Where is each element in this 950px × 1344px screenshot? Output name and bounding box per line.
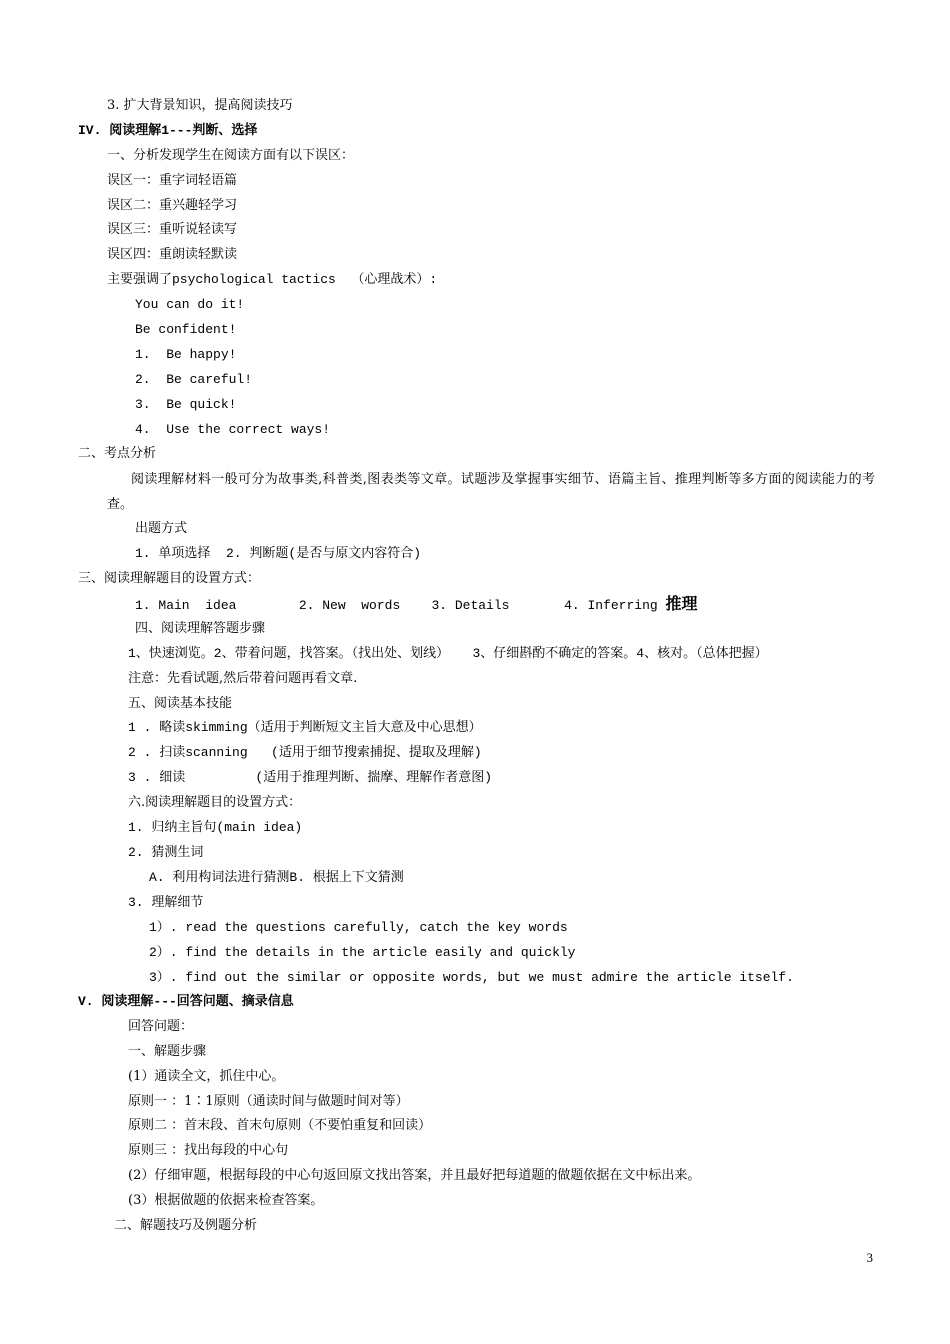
subsection-heading: 六.阅读理解题目的设置方式： [128,795,302,810]
subsection-heading: 一、解题步骤 [128,1044,207,1059]
text-line: 3. 扩大背景知识，提高阅读技巧 [107,98,293,113]
list-item: 3）. find out the similar or opposite words, but we must admire the article itself. [149,970,794,985]
text-line: 注意：先看试题,然后带着问题再看文章. [128,671,358,686]
subsection-heading: 三、阅读理解题目的设置方式： [78,571,261,586]
paragraph: 阅读理解材料一般可分为故事类,科普类,图表类等文章。试题涉及掌握事实细节、语篇主旨、推理判断等多方面的阅读能力的考查。 [107,472,875,512]
list-item: 2）. find the details in the article easily and quickly [149,945,576,960]
text-line: 回答问题： [128,1019,194,1034]
page-number: 3 [866,1250,873,1265]
text-line: You can do it! [135,297,245,312]
list-item: 2. Be careful! [135,372,253,387]
text-line: 1、快速浏览。2、带着问题，找答案。（找出处、划线） 3、仔细斟酌不确定的答案。4、核对。（总体把握） [128,646,768,661]
list-item: 4. Use the correct ways! [135,422,331,437]
list-item: 3. 理解细节 [128,895,204,910]
inferring-label: 推理 [665,594,698,613]
text-line: 1. 单项选择 2. 判断题(是否与原文内容符合) [135,546,422,561]
text-line: 误区二：重兴趣轻学习 [107,198,238,213]
subsection-heading: 四、阅读理解答题步骤 [135,621,266,636]
list-item: 1. 归纳主旨句(main idea) [128,820,303,835]
text-line: (3）根据做题的依据来检查答案。 [128,1193,324,1208]
section-heading: V. 阅读理解---回答问题、摘录信息 [78,994,294,1009]
question-types-text: 1. Main idea 2. New words 3. Details 4. Inferring [135,598,666,613]
question-types [135,596,698,614]
list-item: 3 . 细读 (适用于推理判断、揣摩、理解作者意图) [128,770,493,785]
subsection-heading: 五、阅读基本技能 [128,696,233,711]
text-line: Be confident! [135,322,237,337]
subsection-heading: 二、解题技巧及例题分析 [114,1218,258,1233]
list-item: 2. 猜测生词 [128,845,204,860]
text-line: 误区一：重字词轻语篇 [107,173,238,188]
text-line: 误区四：重朗读轻默读 [107,247,238,262]
list-item: 3. Be quick! [135,397,237,412]
list-item: 1. Be happy! [135,347,237,362]
list-item: A. 利用构词法进行猜测B. 根据上下文猜测 [149,870,404,885]
subsection-heading: 二、考点分析 [78,446,157,461]
section-heading: IV. 阅读理解1---判断、选择 [78,123,258,138]
text-line: (2）仔细审题，根据每段的中心句返回原文找出答案，并且最好把每道题的做题依据在文中标出来。 [128,1168,701,1183]
list-item: 1 . 略读skimming（适用于判断短文主旨大意及中心思想） [128,720,482,735]
subsection-heading: 一、分析发现学生在阅读方面有以下误区： [107,148,355,163]
list-item: 2 . 扫读scanning (适用于细节搜索捕捉、提取及理解) [128,745,482,760]
list-item: 1）. read the questions carefully, catch the key words [149,920,568,935]
text-line: (1）通读全文，抓住中心。 [128,1069,285,1084]
text-line: 误区三：重听说轻读写 [107,222,238,237]
text-line: 主要强调了psychological tactics （心理战术）: [107,272,438,287]
text-line: 原则三 ：找出每段的中心句 [128,1143,289,1158]
text-line: 原则一 ：1∶1原则（通读时间与做题时间对等） [128,1094,409,1109]
text-line: 原则二 ：首末段、首末句原则（不要怕重复和回读） [128,1118,432,1133]
text-line: 出题方式 [135,521,188,536]
